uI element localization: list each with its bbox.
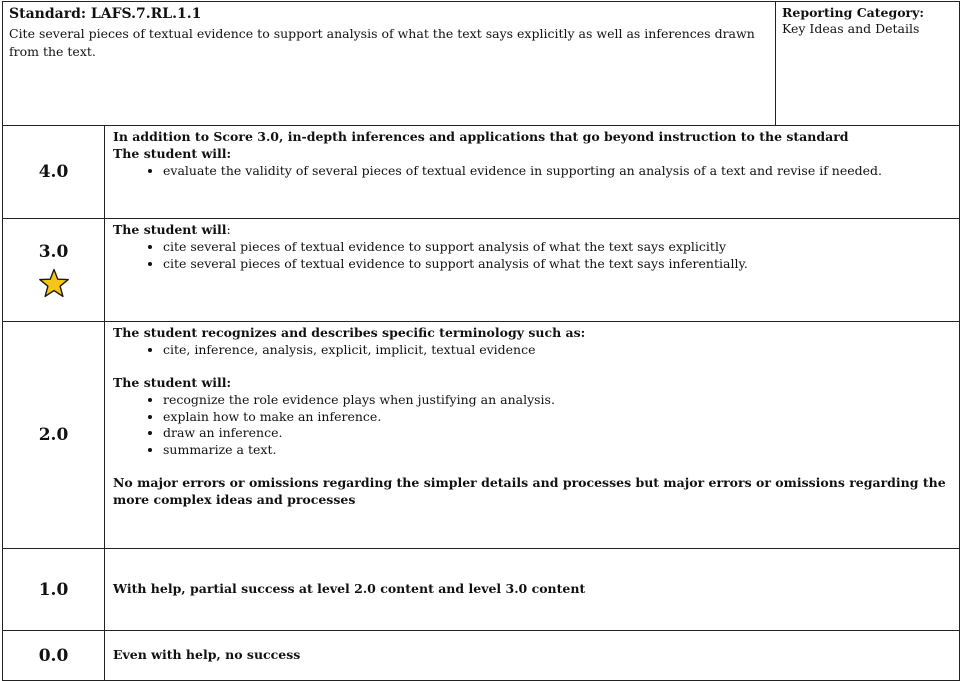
- score-3-will-line: [113, 222, 951, 239]
- standard-cell: [3, 2, 776, 126]
- standard-description: Cite several pieces of textual evidence to support analysis of what the text says explicitly as well as inferences drawn from the text.: [9, 25, 755, 59]
- proficiency-scale-table: [2, 1, 960, 681]
- list-item: • evaluate the validity of several pieces of textual evidence in supporting an analysis of a text and revise if needed.: [163, 163, 951, 180]
- score-3-will: The student will: [113, 222, 227, 237]
- score-3-list: [113, 239, 951, 273]
- score-description-0: Even with help, no success: [105, 631, 960, 681]
- list-item: • cite several pieces of textual evidence to support analysis of what the text says inferentially.: [163, 256, 951, 273]
- score-2-terms-list: [113, 342, 951, 359]
- score-4-list: [113, 163, 951, 180]
- score-description-2: [105, 322, 960, 549]
- list-item: • recognize the role evidence plays when justifying an analysis.: [163, 392, 951, 409]
- score-row-1: [3, 549, 960, 631]
- score-4-will: The student will:: [113, 145, 232, 161]
- reporting-category-cell: [776, 2, 960, 126]
- score-description-4: [105, 126, 960, 219]
- score-2-will: The student will:: [113, 374, 232, 390]
- spacer: [113, 359, 951, 375]
- list-item: • cite several pieces of textual evidence to support analysis of what the text says explicitly: [163, 239, 951, 256]
- score-row-4: [3, 126, 960, 219]
- list-item: • summarize a text.: [163, 442, 951, 459]
- score-label-1: 1.0: [3, 549, 105, 631]
- list-item: • cite, inference, analysis, explicit, implicit, textual evidence: [163, 342, 951, 359]
- reporting-category-value: Key Ideas and Details: [782, 21, 920, 37]
- score-row-3: [3, 219, 960, 322]
- score-cell-3: [3, 219, 105, 322]
- score-label-0: 0.0: [3, 631, 105, 681]
- score-2-list: [113, 392, 951, 460]
- score-label-2: 2.0: [3, 322, 105, 549]
- star-icon: [38, 268, 70, 299]
- score-row-2: [3, 322, 960, 549]
- proficiency-scale-document: [2, 1, 959, 675]
- score-description-1: With help, partial success at level 2.0 content and level 3.0 content: [105, 549, 960, 631]
- score-3-will-suffix: :: [226, 222, 231, 237]
- score-description-3: [105, 219, 960, 322]
- score-2-note: No major errors or omissions regarding the simpler details and processes but major errors or omissions regarding the more complex ideas and processes: [113, 475, 946, 507]
- standard-header-row: [3, 2, 960, 126]
- spacer: [113, 459, 951, 475]
- list-item: • explain how to make an inference.: [163, 409, 951, 426]
- score-label-4: 4.0: [3, 126, 105, 219]
- score-4-lead: In addition to Score 3.0, in-depth inferences and applications that go beyond instruction to the standard: [113, 129, 849, 144]
- reporting-category-label: Reporting Category:: [782, 5, 925, 20]
- score-row-0: [3, 631, 960, 681]
- standard-title: Standard: LAFS.7.RL.1.1: [9, 6, 202, 22]
- list-item: • draw an inference.: [163, 425, 951, 442]
- score-2-recognize: The student recognizes and describes specific terminology such as:: [113, 325, 586, 340]
- score-label-3: 3.0: [38, 241, 69, 262]
